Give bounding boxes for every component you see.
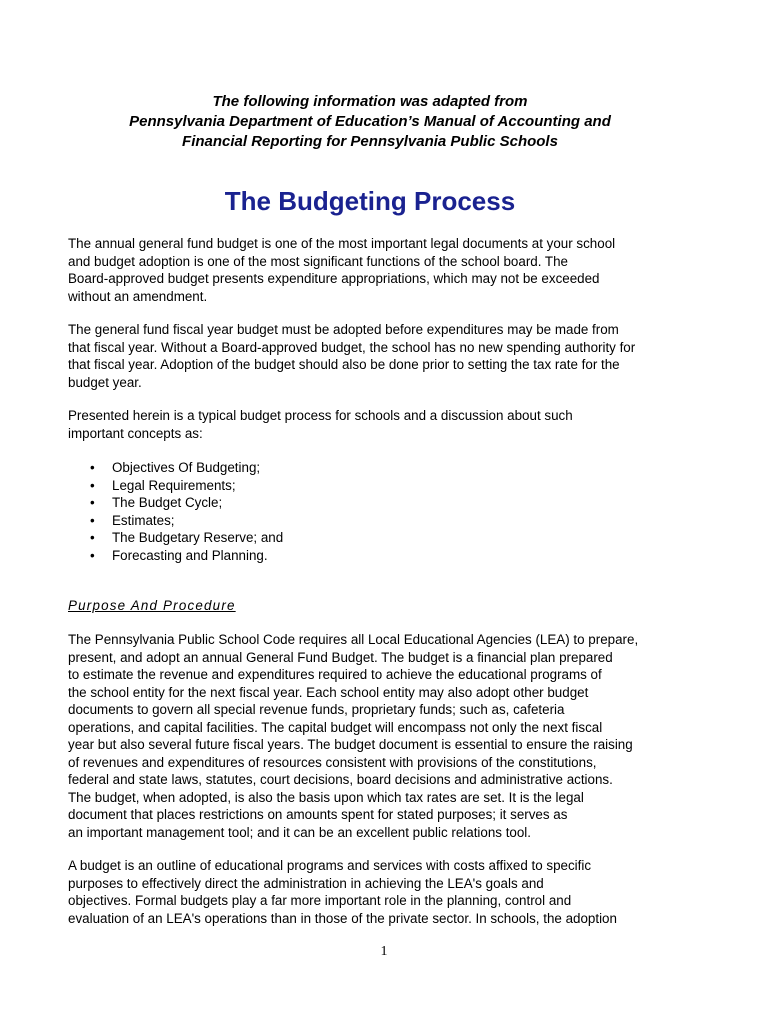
text-line: Board-approved budget presents expenditure appropriations, which may not be exceeded xyxy=(68,271,600,286)
text-line: of revenues and expenditures of resources consistent with provisions of the constitutions, xyxy=(68,754,597,770)
list-item xyxy=(68,512,283,530)
section-heading: Purpose And Procedure xyxy=(68,598,236,613)
text-line: document that places restrictions on amounts spent for stated purposes; it serves as xyxy=(68,807,568,822)
text-line: present, and adopt an annual General Fund Budget. The budget is a financial plan prepared xyxy=(68,649,613,665)
text-line: without an amendment. xyxy=(68,288,208,304)
list-item-label: Legal Requirements; xyxy=(112,477,236,493)
text-line: Presented herein is a typical budget process for schools and a discussion about such xyxy=(68,408,573,423)
header-line: Pennsylvania Department of Education’s Manual of Accounting and xyxy=(129,113,611,130)
text-line: an important management tool; and it can be an excellent public relations tool. xyxy=(68,824,532,840)
list-item xyxy=(68,459,283,477)
bullet-icon: • xyxy=(90,547,95,563)
bullet-icon: • xyxy=(90,477,95,493)
bullet-icon: • xyxy=(90,460,95,475)
text-line: and budget adoption is one of the most significant functions of the school board. The xyxy=(68,253,569,269)
text-line: to estimate the revenue and expenditures required to achieve the educational programs of xyxy=(68,667,602,682)
paragraph-presented-herein xyxy=(68,407,708,442)
list-item-label: The Budget Cycle; xyxy=(112,495,223,510)
text-line: important concepts as: xyxy=(68,425,203,441)
list-item xyxy=(68,494,283,512)
text-line: The Pennsylvania Public School Code requires all Local Educational Agencies (LEA) to prepare, xyxy=(68,632,639,647)
paragraph-purpose xyxy=(68,631,708,841)
list-item xyxy=(68,477,283,495)
list-item-label: The Budgetary Reserve; and xyxy=(112,530,284,545)
concepts-bullet-list xyxy=(68,459,283,564)
list-item-label: Objectives Of Budgeting; xyxy=(112,460,261,475)
header-line: The following information was adapted from xyxy=(212,93,528,110)
list-item xyxy=(68,529,283,547)
bullet-icon: • xyxy=(90,530,95,545)
text-line: objectives. Formal budgets play a far more important role in the planning, control and xyxy=(68,893,572,908)
text-line: that fiscal year. Adoption of the budget should also be done prior to setting the tax rate for the xyxy=(68,357,620,372)
text-line: year but also several future fiscal years. The budget document is essential to ensure the raising xyxy=(68,737,633,752)
page-title: The Budgeting Process xyxy=(224,186,516,216)
list-item-label: Estimates; xyxy=(112,512,175,528)
text-line: evaluation of an LEA's operations than in those of the private sector. In schools, the adoption xyxy=(68,910,617,926)
text-line: federal and state laws, statutes, court decisions, board decisions and administrative actions. xyxy=(68,772,613,787)
text-line: documents to govern all special revenue funds, proprietary funds; such as, cafeteria xyxy=(68,702,565,717)
source-attribution-header xyxy=(0,92,740,152)
text-line: The budget, when adopted, is also the basis upon which tax rates are set. It is the legal xyxy=(68,789,584,805)
paragraph-intro xyxy=(68,235,708,305)
paragraph-fiscal-year xyxy=(68,321,708,391)
text-line: purposes to effectively direct the administration in achieving the LEA's goals and xyxy=(68,875,544,891)
bullet-icon: • xyxy=(90,495,95,510)
text-line: operations, and capital facilities. The capital budget will encompass not only the next fiscal xyxy=(68,719,603,735)
text-line: The general fund fiscal year budget must be adopted before expenditures may be made from xyxy=(68,322,619,337)
list-item xyxy=(68,547,283,565)
text-line: that fiscal year. Without a Board-approved budget, the school has no new spending authority for xyxy=(68,339,636,355)
bullet-icon: • xyxy=(90,512,95,528)
header-line: Financial Reporting for Pennsylvania Public Schools xyxy=(182,133,558,150)
text-line: A budget is an outline of educational programs and services with costs affixed to specific xyxy=(68,858,592,873)
text-line: The annual general fund budget is one of the most important legal documents at your school xyxy=(68,236,616,251)
paragraph-budget-outline xyxy=(68,857,708,927)
text-line: the school entity for the next fiscal year. Each school entity may also adopt other budget xyxy=(68,684,589,700)
text-line: budget year. xyxy=(68,374,142,390)
page-number: 1 xyxy=(380,944,388,959)
list-item-label: Forecasting and Planning. xyxy=(112,547,268,563)
